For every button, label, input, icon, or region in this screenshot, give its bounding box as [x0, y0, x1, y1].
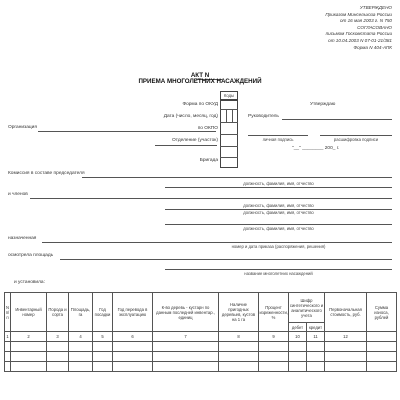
table-column-number: 6 [113, 332, 153, 342]
commission-appointed-label: назначенная [8, 236, 37, 241]
approval-line: письмом Госкомстата России [325, 31, 392, 37]
table-column-number: 7 [153, 332, 219, 342]
caption-plant: название многолетних насаждений [244, 271, 313, 276]
table-row [5, 352, 397, 362]
table-column-number: 2 [11, 332, 47, 342]
commission-members-label: и членов [8, 192, 28, 197]
act-number-title: АКТ N [190, 72, 210, 79]
table-header-cell: Наличие пригодных деревьев, кустов на 1 га [219, 293, 259, 332]
approval-line: Приказом Минсельхоза России [325, 11, 392, 17]
approval-line: Форма N 404-АПК [353, 44, 392, 50]
approve-position: Руководитель [248, 114, 279, 119]
plantings-table [4, 292, 397, 372]
table-column-number: 8 [219, 332, 259, 342]
table-column-number: 4 [69, 332, 93, 342]
table-column-number: 5 [93, 332, 113, 342]
approve-date: "__" ________ 200_ г. [292, 146, 340, 151]
codes-label-okud: Форма по ОКУД [182, 102, 218, 107]
table-header-cell: Год перевода в эксплуатацию [113, 293, 153, 332]
table-subheader-debit: дебет [289, 323, 307, 332]
table-column-number: 3 [47, 332, 69, 342]
approval-line: от 10.04.2003 N 07-01-21/381 [328, 37, 392, 43]
organization-label: Организация [8, 125, 37, 130]
table-header-cell: Год посадки [93, 293, 113, 332]
table-column-number [367, 332, 397, 342]
caption-member-3: должность, фамилия, имя, отчество [243, 226, 314, 231]
commission-chairman-label: Комиссия в составе председателя [8, 171, 85, 176]
commission-established-label: и установила: [14, 280, 45, 285]
table-column-number: 12 [325, 332, 367, 342]
table-column-number: 1 [5, 332, 11, 342]
act-title: ПРИЕМА МНОГОЛЕТНИХ НАСАЖДЕНИЙ [138, 78, 262, 85]
codes-label-brigade: Бригада [199, 158, 218, 163]
table-header-cell: Первоначальная стоимость, руб. [325, 293, 367, 332]
caption-order: номер и дата приказа (распоряжения, решения) [231, 244, 326, 249]
codes-label-department: Отделение (участок) [172, 138, 218, 143]
table-header-cell: Шифр синтетического и аналитического учета [289, 293, 325, 323]
caption-member-1: должность, фамилия, имя, отчество [243, 203, 314, 208]
table-header-cell: Площадь, га [69, 293, 93, 332]
caption-member-2: должность, фамилия, имя, отчество [243, 210, 314, 215]
approval-block [325, 5, 392, 51]
table-row [5, 362, 397, 372]
approval-line: от 16 мая 2003 г. N 750 [339, 18, 392, 24]
table-header-cell: Сумма износа, рублей [367, 293, 397, 332]
table-header-cell: Порода и сорта [47, 293, 69, 332]
signature-caption: личная подпись [262, 137, 294, 142]
table-column-number: 9 [259, 332, 289, 342]
table-header-cell: К-во деревь - кустарн по данным последней инвентар., единиц [153, 293, 219, 332]
approve-title: Утверждаю [310, 102, 336, 107]
table-row [5, 342, 397, 352]
commission-inspected-label: осмотрела площадь [8, 253, 54, 258]
table-column-number: 10 [289, 332, 307, 342]
codes-header-cell: Коды [220, 91, 238, 100]
table-column-number: 11 [307, 332, 325, 342]
codes-label-okpo: по ОКПО [197, 126, 218, 131]
table-header-cell: N п/п [5, 293, 11, 332]
caption-chairman: должность, фамилия, имя, отчество [243, 181, 314, 186]
approval-line: УТВЕРЖДЕНО [359, 5, 392, 10]
decoding-caption: расшифровка подписи [333, 137, 379, 142]
table-header-cell: Инвентарный номер [11, 293, 47, 332]
table-header-cell: Процент изреженности, % [259, 293, 289, 332]
codes-label-date: Дата (число, месяц, год) [163, 114, 218, 119]
approval-line: СОГЛАСОВАНО [357, 24, 392, 30]
table-subheader-credit: кредит [307, 323, 325, 332]
